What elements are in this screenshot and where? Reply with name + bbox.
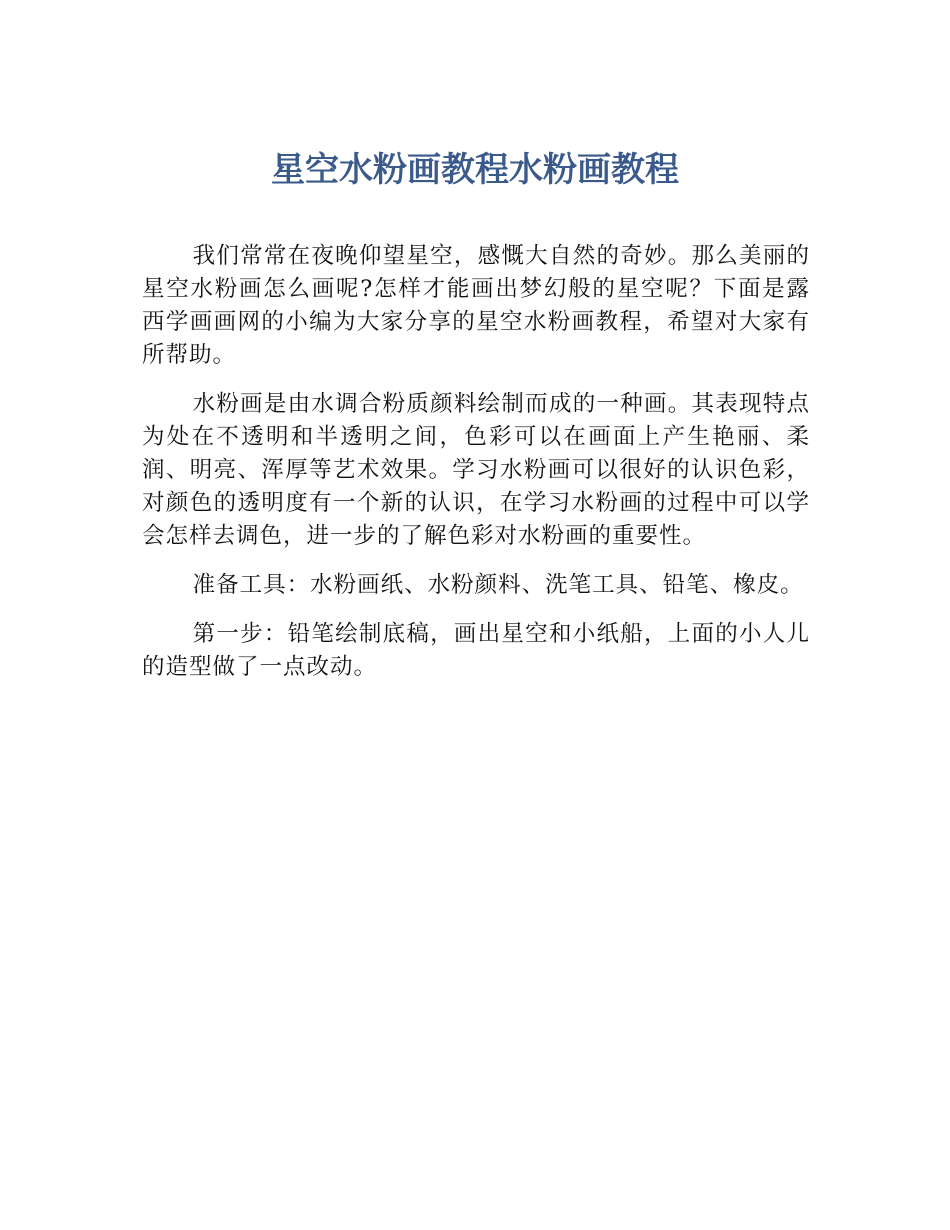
paragraph-step-one: 第一步：铅笔绘制底稿，画出星空和小纸船，上面的小人儿的造型做了一点改动。 <box>142 621 810 680</box>
document-body <box>142 240 810 700</box>
paragraph-intro: 我们常常在夜晚仰望星空，感慨大自然的奇妙。那么美丽的星空水粉画怎么画呢?怎样才能画出梦幻般的星空呢？下面是露西学画画网的小编为大家分享的星空水粉画教程，希望对大家有所帮助。 <box>142 243 810 368</box>
paragraph-tools: 准备工具：水粉画纸、水粉颜料、洗笔工具、铅笔、橡皮。 <box>192 572 804 598</box>
document-title: 星空水粉画教程水粉画教程 <box>271 150 679 190</box>
paragraph-description: 水粉画是由水调合粉质颜料绘制而成的一种画。其表现特点为处在不透明和半透明之间，色彩可以在画面上产生艳丽、柔润、明亮、浑厚等艺术效果。学习水粉画可以很好的认识色彩，对颜色的透明度有一个新的认识，在学习水粉画的过程中可以学会怎样去调色，进一步的了解色彩对水粉画的重要性。 <box>142 391 810 549</box>
